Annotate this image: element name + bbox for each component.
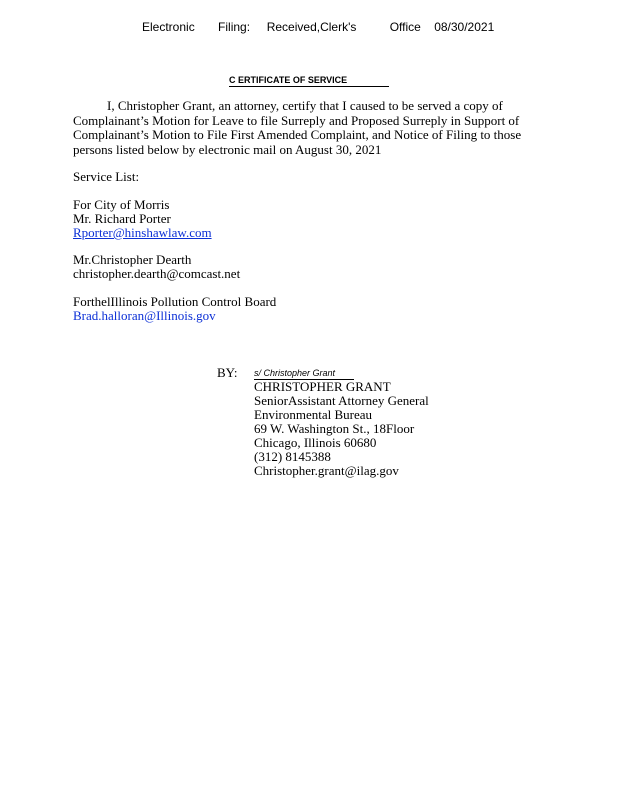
entry-email-link[interactable]: Brad.halloran@Illinois.gov xyxy=(73,308,216,323)
signer-bureau: Environmental Bureau xyxy=(254,407,373,422)
certification-paragraph xyxy=(73,99,523,157)
entry-organization: For City of Morris xyxy=(73,197,170,212)
header-received: Received,Clerk's xyxy=(266,20,357,34)
signature-block xyxy=(254,365,429,478)
service-entry-pollution-board xyxy=(73,295,276,323)
header-office: Office xyxy=(389,20,421,34)
entry-organization: ForthelIllinois Pollution Control Board xyxy=(73,294,277,309)
service-entry-city-of-morris xyxy=(73,198,212,240)
service-list-heading: Service List: xyxy=(73,169,140,184)
filing-header xyxy=(142,20,494,34)
certification-text: I, Christopher Grant, an attorney, certify that I caused to be served a copy of Complainant’s Motion for Leave to file Surreply and Proposed Surreply in Support of Complainant’s Motion to File First Amended Complaint, and Notice of Filing to those persons listed below by electronic mail on August 30, 2021 xyxy=(73,98,522,157)
signature-line: s/ Christopher Grant xyxy=(254,367,354,380)
certificate-title: C ERTIFICATE OF SERVICE xyxy=(229,74,389,87)
header-filing: Filing: xyxy=(218,20,251,34)
header-date: 08/30/2021 xyxy=(434,20,495,34)
signer-phone: (312) 8145388 xyxy=(254,449,331,464)
entry-email-link[interactable]: Rporter@hinshawlaw.com xyxy=(73,225,212,240)
signer-address-street: 69 W. Washington St., 18Floor xyxy=(254,421,415,436)
service-entry-dearth xyxy=(73,253,240,281)
signer-email: Christopher.grant@ilag.gov xyxy=(254,463,399,478)
entry-contact-name: Mr. Richard Porter xyxy=(73,211,171,226)
entry-contact-name: Mr.Christopher Dearth xyxy=(73,252,192,267)
by-label: BY: xyxy=(217,365,238,380)
signer-title: SeniorAssistant Attorney General xyxy=(254,393,429,408)
signer-address-city: Chicago, Illinois 60680 xyxy=(254,435,377,450)
signer-name: CHRISTOPHER GRANT xyxy=(254,379,391,394)
header-electronic: Electronic xyxy=(142,20,195,34)
entry-email: christopher.dearth@comcast.net xyxy=(73,266,241,281)
